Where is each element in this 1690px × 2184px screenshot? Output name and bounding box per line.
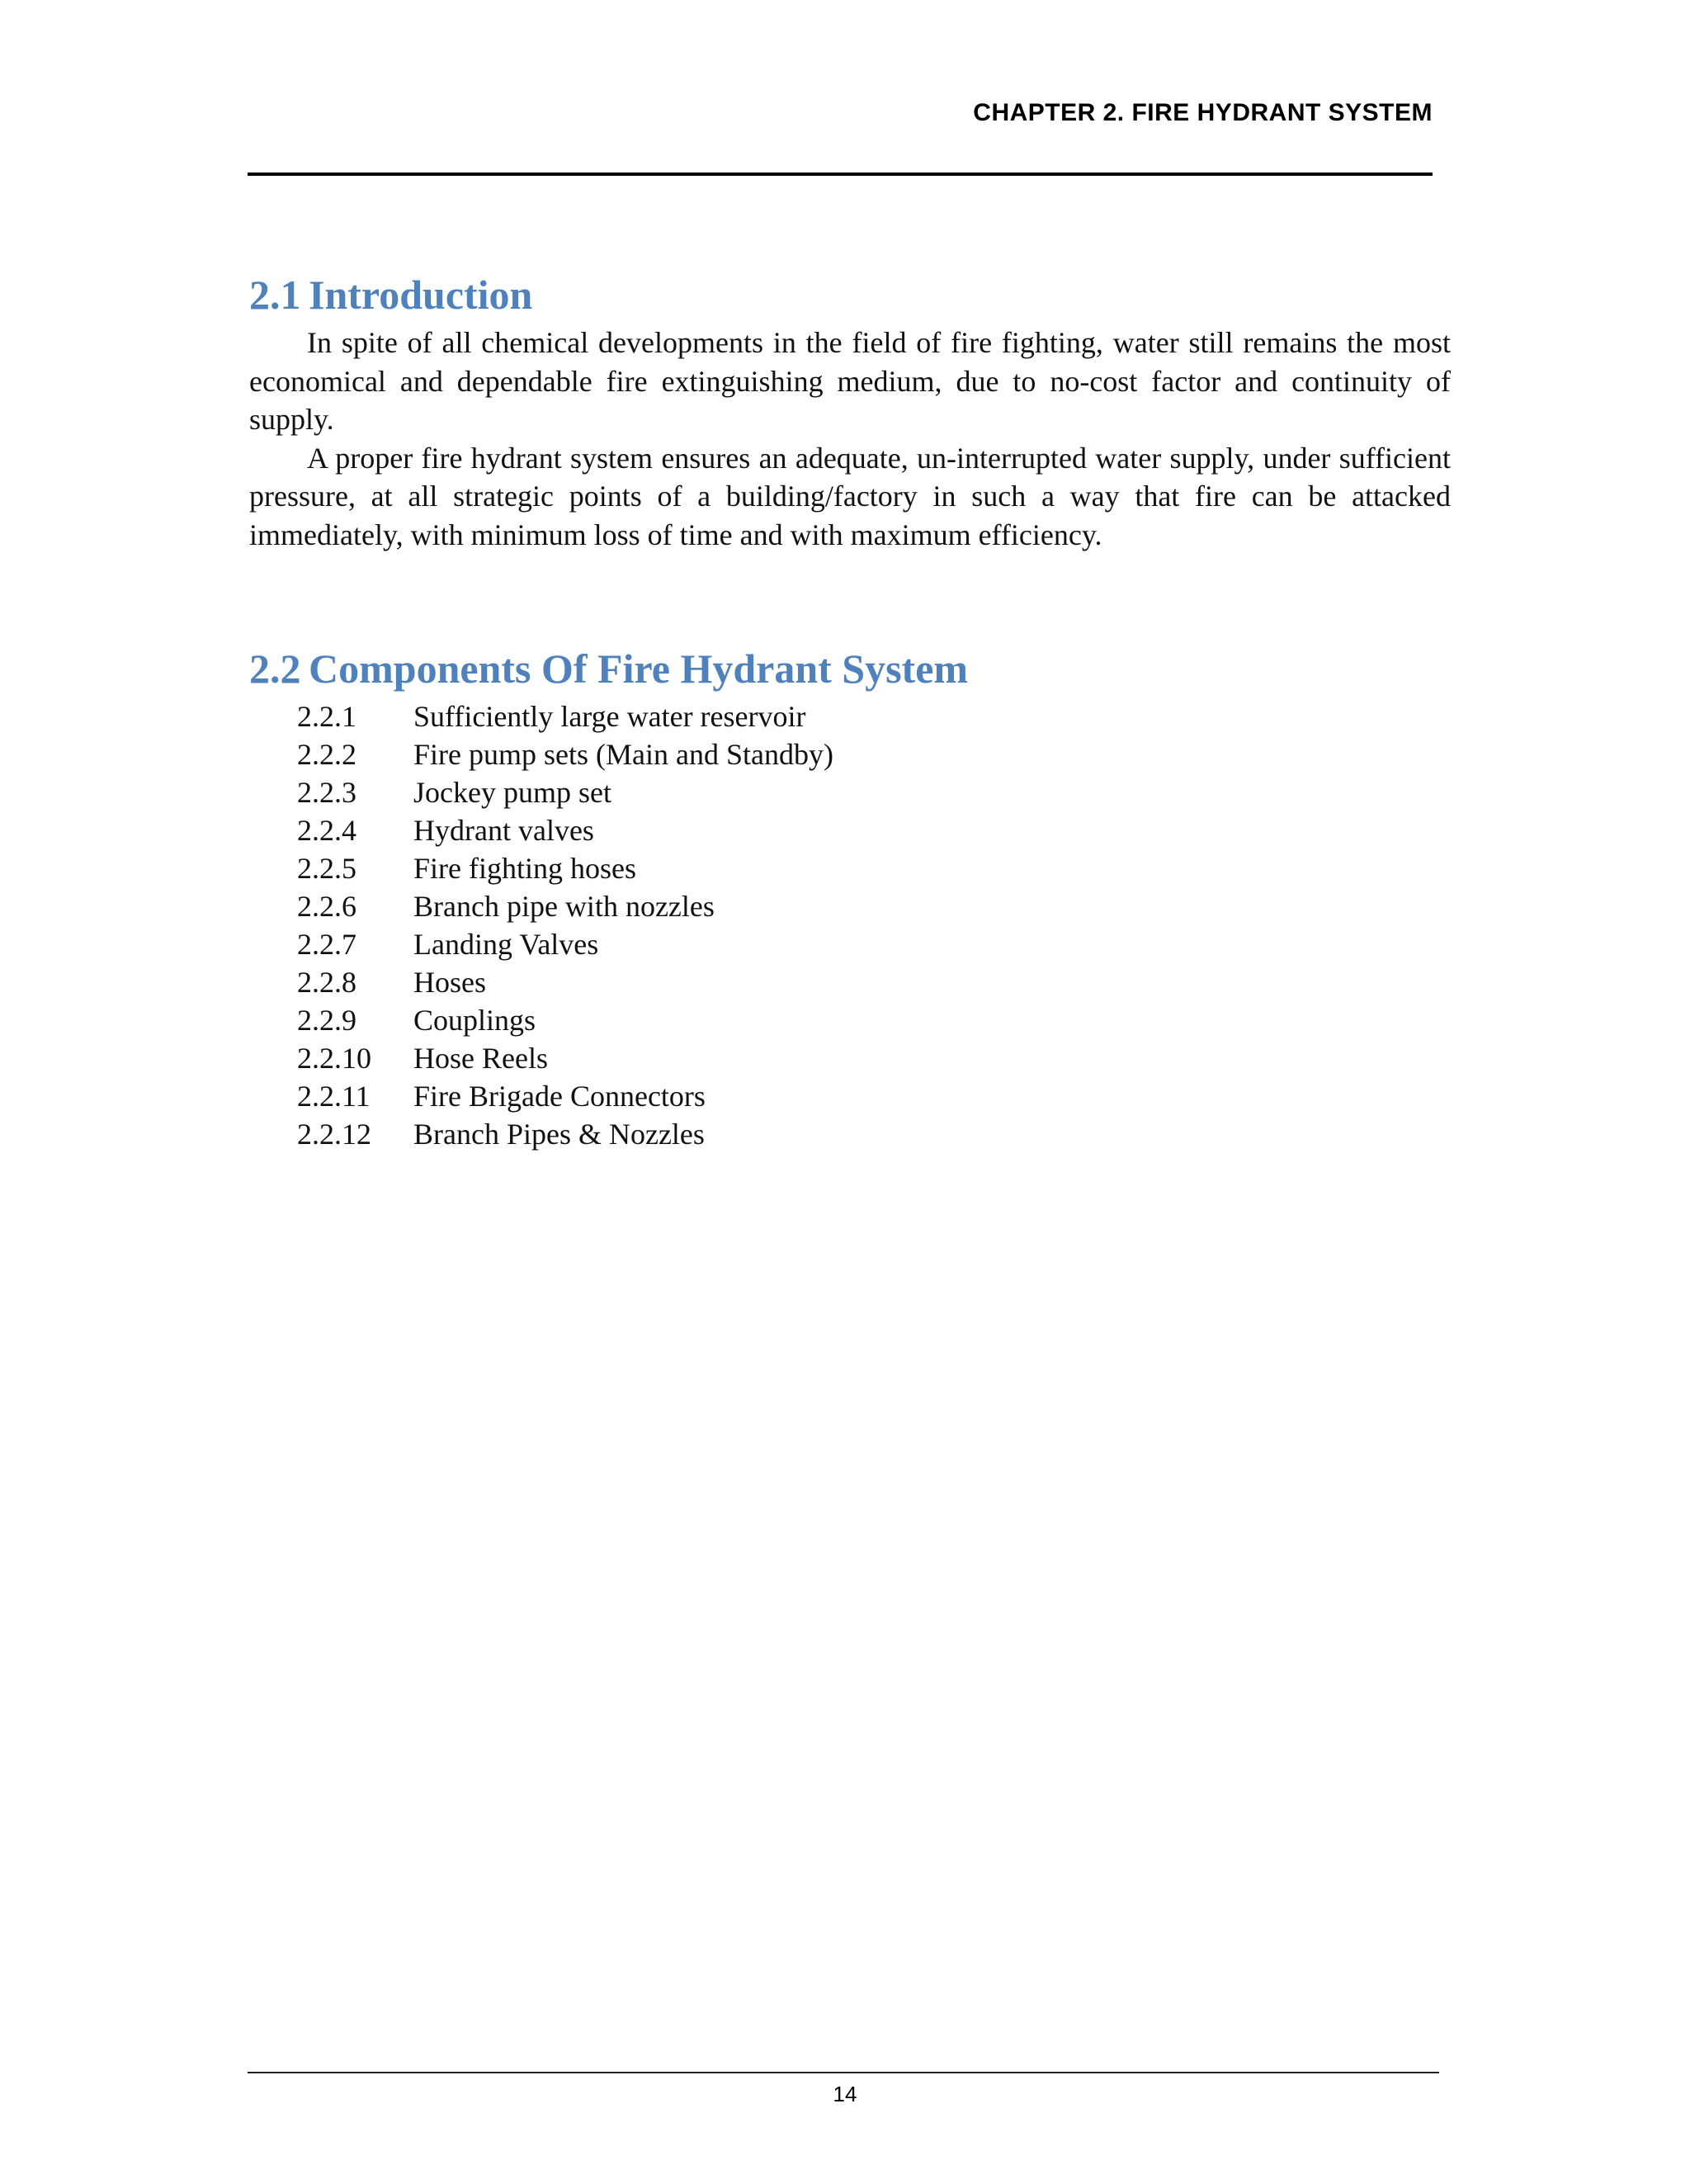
- list-item: [297, 925, 1451, 963]
- list-item-number: 2.2.12: [297, 1118, 371, 1151]
- list-item: [297, 811, 1451, 849]
- section-heading-introduction: [249, 266, 1451, 324]
- list-item-number: 2.2.7: [297, 928, 356, 961]
- list-item-number: 2.2.2: [297, 738, 356, 771]
- section-title: Components Of Fire Hydrant System: [309, 645, 969, 692]
- list-item-number: 2.2.3: [297, 776, 356, 809]
- list-item-text: Hydrant valves: [413, 814, 594, 847]
- header-rule: [248, 173, 1433, 176]
- list-item: [297, 735, 1451, 773]
- list-item-text: Fire fighting hoses: [413, 852, 636, 885]
- list-item-number: 2.2.1: [297, 700, 356, 733]
- page-number: 14: [833, 2082, 857, 2106]
- list-item-number: 2.2.8: [297, 966, 356, 999]
- list-item-text: Sufficiently large water reservoir: [413, 700, 806, 733]
- list-item-text: Couplings: [413, 1004, 536, 1037]
- section-heading-components: [249, 640, 1451, 697]
- list-item: [297, 1039, 1451, 1077]
- list-item-text: Landing Valves: [413, 928, 599, 961]
- list-item: [297, 1115, 1451, 1153]
- running-header: CHAPTER 2. FIRE HYDRANT SYSTEM: [973, 99, 1433, 126]
- components-list: [249, 697, 1451, 1153]
- list-item: [297, 887, 1451, 925]
- section-number: 2.1: [249, 272, 301, 318]
- section-number: 2.2: [249, 645, 301, 692]
- list-item: [297, 773, 1451, 811]
- page-content: [249, 266, 1451, 1153]
- list-item-text: Hoses: [413, 966, 486, 999]
- list-item: [297, 697, 1451, 735]
- list-item: [297, 963, 1451, 1001]
- list-item: [297, 1001, 1451, 1039]
- list-item-number: 2.2.4: [297, 814, 356, 847]
- section-spacer: [249, 554, 1451, 640]
- list-item-text: Fire pump sets (Main and Standby): [413, 738, 833, 771]
- list-item-number: 2.2.11: [297, 1080, 371, 1113]
- list-item-number: 2.2.10: [297, 1042, 371, 1075]
- intro-paragraph-2: A proper fire hydrant system ensures an adequate, un-interrupted water supply, under sufficient pressure, at all strategic points of a building/factory in such a way that fire can be attacked immediately, with minimum loss of time and with maximum efficiency.: [249, 441, 1451, 551]
- list-item-number: 2.2.5: [297, 852, 356, 885]
- list-item-text: Jockey pump set: [413, 776, 611, 809]
- list-item-text: Branch Pipes & Nozzles: [413, 1118, 705, 1151]
- section-title: Introduction: [309, 272, 533, 318]
- list-item-text: Hose Reels: [413, 1042, 548, 1075]
- list-item-number: 2.2.6: [297, 890, 356, 923]
- list-item-text: Fire Brigade Connectors: [413, 1080, 706, 1113]
- list-item: [297, 849, 1451, 887]
- list-item-text: Branch pipe with nozzles: [413, 890, 715, 923]
- footer-rule: [248, 2072, 1439, 2073]
- intro-paragraph-1: In spite of all chemical developments in the field of fire fighting, water still remains the most economical and dependable fire extinguishing medium, due to no-cost factor and continuity of supply.: [249, 326, 1451, 436]
- list-item: [297, 1077, 1451, 1115]
- list-item-number: 2.2.9: [297, 1004, 356, 1037]
